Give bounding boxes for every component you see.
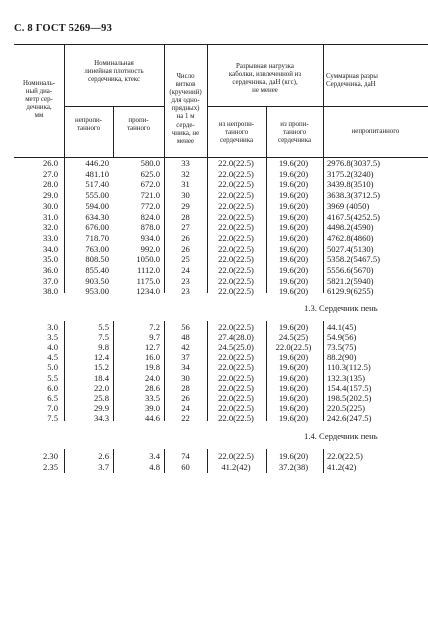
table-cell: 5821.2(5940) [327,275,374,286]
table-cell: 12.7 [144,342,160,353]
table-cell: 22.0(22.5) [218,190,254,201]
table-cell: 23 [181,275,190,286]
header-density-nonimpregnated: непропи- танного [75,117,102,133]
table-cell: 3.4 [149,451,160,461]
table-cell: 1234.0 [136,286,160,297]
table-cell: 24.5(25.0) [218,342,254,353]
table-cell: 19.6(20) [278,158,309,168]
table-cell: 9.7 [149,332,160,343]
table-cell: 27.0 [42,168,58,179]
table-cell: 22.0(22.5) [218,352,254,363]
table-cell: 22.0(22.5) [218,200,254,211]
table-cell: 27.4(28.0) [218,332,254,343]
table-cell: 34.3 [93,412,109,423]
table-cell: 31.0 [42,211,58,222]
table-cell: 24.5(25) [278,332,309,343]
table-cell: 1175.0 [136,275,160,286]
table-cell: 5.5 [98,322,109,332]
table-cell: 44.1(45) [327,322,357,332]
table-cell: 446.20 [85,158,109,168]
page-header: С. 8 ГОСТ 5269—93 [14,23,113,34]
table-cell: 34.0 [42,243,58,254]
table-cell: 4.0 [47,342,58,353]
table-cell: 28 [181,382,190,393]
table-cell: 7.2 [149,322,160,332]
table-cell: 634.30 [85,211,109,222]
table-cell: 772.0 [140,200,160,211]
table-cell: 3.5 [47,332,58,343]
table-cell: 60 [181,461,190,472]
table-cell: 22.0(22.5) [275,342,312,353]
table-cell: 35.0 [42,254,58,265]
table-cell: 19.6(20) [278,232,309,243]
table-cell: 4.8 [149,461,160,472]
table-cell: 5.0 [47,362,58,373]
table-cell: 19.6(20) [278,275,309,286]
table-cell: 22.0(22.5) [218,322,254,332]
table-cell: 22.0(22.5) [218,265,254,275]
table-cell: 19.6(20) [278,362,309,373]
table-cell: 28.0 [42,179,58,190]
table-cell: 1050.0 [136,254,160,265]
table-cell: 198.5(202.5) [327,392,372,403]
table-cell: 3439.8(3510) [327,179,374,190]
header-col-divider [323,44,324,157]
table-cell: 22.0(22.5) [218,412,254,423]
table-cell: 19.6(20) [278,451,309,461]
header-density-group: Номинальная линейная плотность сердечника, ктекс [84,60,144,84]
table-cell: 5556.6(5670) [327,265,374,275]
table-cell: 26 [181,232,190,243]
table-cell: 30.0 [42,200,58,211]
table-cell: 22.0(22.5) [218,275,254,286]
table-cell: 132.3(135) [327,372,365,383]
table-cell: 56 [181,322,190,332]
table-cell: 763.00 [85,243,109,254]
table-cell: 19.6(20) [278,254,309,265]
table-cell: 2976.8(3037.5) [327,158,380,168]
table-cell: 6129.9(6255) [327,286,374,297]
table-cell: 721.0 [140,190,160,201]
table-cell: 26 [181,243,190,254]
table-cell: 594.00 [85,200,109,211]
table-cell: 672.0 [140,179,160,190]
table-cell: 19.6(20) [278,179,309,190]
table-cell: 24.0 [144,372,160,383]
table-cell: 41.2(42) [221,461,251,472]
header-break-nonimpregnated: из непропи- танного сердечника [218,121,255,145]
table-cell: 6.5 [47,392,58,403]
table-cell: 24 [181,265,190,275]
table-cell: 32.0 [42,222,58,233]
table-cell: 39.0 [144,402,160,413]
table-cell: 4167.5(4252.5) [327,211,380,222]
table-cell: 19.6(20) [278,382,309,393]
table-cell: 74 [181,451,190,461]
table-cell: 3.0 [47,322,58,332]
table-cell: 4.5 [47,352,58,363]
table-cell: 555.00 [85,190,109,201]
table-cell: 22.0(22.5) [218,382,254,393]
table-cell: 19.6(20) [278,211,309,222]
header-break-group: Разрывная нагрузка каболки, извлеченной из сердечника, даН (кгс), не менее [228,63,302,95]
table-cell: 30 [181,190,190,201]
table-cell: 37.0 [42,275,58,286]
table-cell: 88.2(90) [327,352,357,363]
table-cell: 934.0 [140,232,160,243]
table-cell: 19.6(20) [278,322,309,332]
table-cell: 19.6(20) [278,286,309,297]
break-subheader-rule [207,106,428,107]
table-cell: 23 [181,286,190,297]
table-cell: 2.35 [42,461,58,472]
table-cell: 22.0(22.5) [218,392,254,403]
table-cell: 22.0(22.5) [218,362,254,373]
table-cell: 3.7 [98,461,109,472]
table-cell: 22.0(22.5) [218,222,254,233]
table-cell: 19.6(20) [278,352,309,363]
table-cell: 22.0(22.5) [218,286,254,297]
table-cell: 29 [181,200,190,211]
density-subheader-rule [64,106,164,107]
table-cell: 22.0 [93,382,109,393]
table-cell: 220.5(225) [327,402,365,413]
table-cell: 5.5 [47,372,58,383]
table-cell: 22.0(22.5) [218,168,254,179]
table-cell: 22.0(22.5) [218,158,254,168]
table-cell: 34 [181,362,190,373]
table-cell: 27 [181,222,190,233]
body-col-divider [323,157,324,293]
table-cell: 855.40 [85,265,109,275]
table-cell: 19.8 [144,362,160,373]
table-cell: 154.4(157.5) [327,382,372,393]
table-cell: 30 [181,372,190,383]
table-cell: 36.0 [42,265,58,275]
table-cell: 110.3(112.5) [327,362,371,373]
table-cell: 7.0 [47,402,58,413]
table-cell: 73.5(75) [327,342,357,353]
table-cell: 19.6(20) [278,265,309,275]
table-cell: 580.0 [140,158,160,168]
table-cell: 19.6(20) [278,412,309,423]
table-cell: 5027.4(5130) [327,243,374,254]
table-cell: 44.6 [144,412,160,423]
table-cell: 22.0(22.5) [218,254,254,265]
table-cell: 19.6(20) [278,372,309,383]
table-cell: 4762.8(4860) [327,232,374,243]
table-cell: 5358.2(5467.5) [327,254,380,265]
table-cell: 808.50 [85,254,109,265]
table-cell: 31 [181,179,190,190]
table-cell: 878.0 [140,222,160,233]
table-cell: 1112.0 [137,265,160,275]
table-cell: 992.0 [140,243,160,254]
table-cell: 824.0 [140,211,160,222]
table-cell: 22.0(22.5) [218,179,254,190]
table-cell: 7.5 [47,412,58,423]
table-cell: 41.2(42) [327,461,357,472]
table-cell: 16.0 [144,352,160,363]
table-cell: 3969 (4050) [327,200,370,211]
table-cell: 22.0(22.5) [218,402,254,413]
table-cell: 22 [181,412,190,423]
table-cell: 22.0(22.5) [218,451,254,461]
table-cell: 3638.3(3712.5) [327,190,380,201]
table-cell: 4498.2(4590) [327,222,374,233]
table-cell: 25.8 [93,392,109,403]
section-title-1-4: 1.4. Сердечник пень [304,431,378,441]
table-cell: 22.0(22.5) [218,243,254,254]
header-density-impregnated: пропи- танного [126,117,151,133]
table-cell: 29.9 [93,402,109,413]
table-cell: 12.4 [93,352,109,363]
table-cell: 22.0(22.5) [218,211,254,222]
table-cell: 242.6(247.5) [327,412,372,423]
table-cell: 29.0 [42,190,58,201]
body-col-divider [323,321,324,421]
table-cell: 42 [181,342,190,353]
table-cell: 54.9(56) [327,332,357,343]
table-cell: 953.00 [85,286,109,297]
header-top-rule [14,44,428,45]
table-cell: 19.6(20) [278,222,309,233]
table-cell: 19.6(20) [278,392,309,403]
table-cell: 3175.2(3240) [327,168,374,179]
table-cell: 37 [181,352,190,363]
table-cell: 24 [181,402,190,413]
table-cell: 26.0 [42,158,58,168]
table-cell: 38.0 [42,286,58,297]
table-cell: 718.70 [85,232,109,243]
table-cell: 517.40 [85,179,109,190]
table-cell: 19.6(20) [278,190,309,201]
table-cell: 33.5 [144,392,160,403]
section-title-1-3: 1.3. Сердечник пень [304,303,378,313]
table-cell: 22.0(22.5) [218,232,254,243]
table-cell: 19.6(20) [278,168,309,179]
table-cell: 32 [181,168,190,179]
table-cell: 25 [181,254,190,265]
table-cell: 19.6(20) [278,200,309,211]
table-cell: 19.6(20) [278,243,309,254]
header-diameter: Номиналь- ный диа- метр сер- дечника, мм [22,80,56,120]
table-cell: 7.5 [98,332,109,343]
table-cell: 9.8 [98,342,109,353]
table-cell: 48 [181,332,190,343]
table-cell: 26 [181,392,190,403]
header-break-impregnated: из пропи- танного сердечника [277,121,312,145]
header-total-group: Суммарная разры Сердечника, даН [326,73,378,89]
table-cell: 481.10 [85,168,109,179]
table-cell: 37.2(38) [278,461,309,472]
table-cell: 18.4 [93,372,109,383]
header-twists: Число витков (кручений) для одно- прядных) на 1 м серде- чника, не менее [169,73,202,145]
table-cell: 2.30 [42,451,58,461]
table-cell: 6.0 [47,382,58,393]
table-cell: 625.0 [140,168,160,179]
table-cell: 28.6 [144,382,160,393]
table-cell: 22.0(22.5) [327,451,363,461]
table-cell: 19.6(20) [278,402,309,413]
body-col-divider [323,449,324,473]
table-cell: 15.2 [93,362,109,373]
header-total-nonimpregnated: непропитанного [351,128,400,135]
table-cell: 28 [181,211,190,222]
table-cell: 676.00 [85,222,109,233]
table-cell: 903.50 [85,275,109,286]
table-cell: 33 [181,158,190,168]
table-cell: 33.0 [42,232,58,243]
table-cell: 22.0(22.5) [218,372,254,383]
table-cell: 2.6 [98,451,109,461]
